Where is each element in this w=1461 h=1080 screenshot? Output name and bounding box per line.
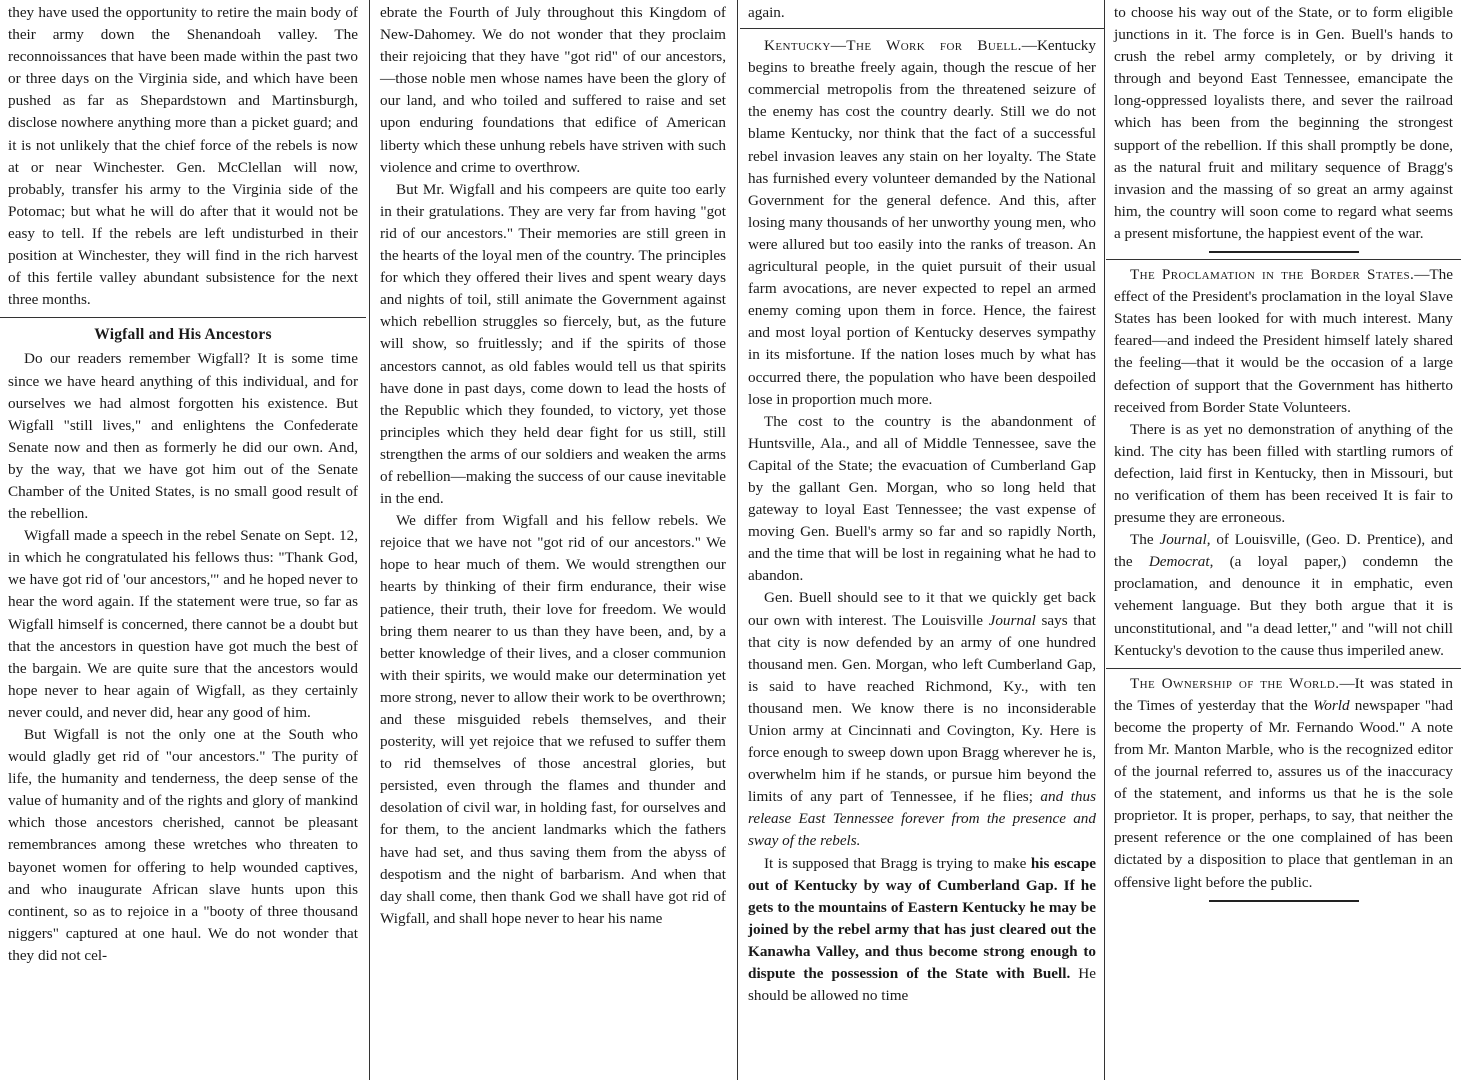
ownership-part-a: —It was stated in the Times of yesterday that the bbox=[1114, 674, 1453, 714]
wigfall-paragraph-5: But Mr. Wigfall and his compeers are quite too early in their gratulations. They are very far from having "got rid of our ancestors." Their memories are still green in the hearts of the loyal men of the country. The principles for which they offered their lives and spent weary days and nights of toil, still animate the Government against which rebellion struggles so fiercely, but, as the future will show, so fruitlessly; and if the spirits of those ancestors cannot, as old fables would tell us that spirits have done in past days, come down to lead the hosts of the Republic which they founded, to victory, yet those principles which they held dear fight for us still, still strengthen the arms of our soldiers and weaken the arms of rebellion—making the success of our cause inevitable in the end. bbox=[380, 180, 726, 508]
kentucky-paragraph-3 bbox=[748, 587, 1096, 852]
column-rule bbox=[369, 0, 370, 1080]
column-2 bbox=[372, 0, 734, 1080]
kentucky-paragraph-4 bbox=[748, 853, 1096, 1008]
proclamation-paragraph-2: There is as yet no demonstration of anything of the kind. The city has been filled with startling rumors of defection, laid first in Kentucky, then in Missouri, but no verification of them has been received It is fair to presume they are erroneous. bbox=[1114, 420, 1453, 527]
kentucky-paragraph-1 bbox=[748, 35, 1096, 411]
proclamation-paragraph-1-body: —The effect of the President's proclamation in the loyal Slave States has been looked for with much interest. Many feared—and indeed the President himself lately shared the feeling—that it would be the occasion of a large defection of support that the Government has hitherto received from Border State Volunteers. bbox=[1114, 266, 1453, 416]
wigfall-paragraph-6: We differ from Wigfall and his fellow rebels. We rejoice that we have not "got rid of our ancestors." We hope to hear much of them. We would strengthen our hearts by thinking of their firm endurance, their wise patience, their truth, their love for freedom. We would bring them nearer to us than they have been, and, by a better knowledge of their lives, and a closer communion with their spirits, we would make our determination yet more strong, never to allow their work to be overthrown; and these misguided rebels themselves, and their posterity, will yet rejoice that we refused to suffer them to rid themselves of those ancestral glories, but persisted, even through the flames and thunder and desolation of civil war, in holding fast, for ourselves and for them, to the ancient landmarks which the fathers have had set, and thus saving them from the abyss of despotism and the night of barbarism. And when that day shall come, then thank God we shall have got rid of Wigfall, and shall hope never to hear his name bbox=[380, 512, 726, 927]
column-rule bbox=[1104, 0, 1105, 1080]
ownership-lead-title: The Ownership of the World. bbox=[1130, 674, 1340, 692]
proclamation-p3-c: , (a loyal paper,) condemn the proclamation, and denounce it in emphatic, even vehement language. But they both argue that it is unconstitutional, and "a dead letter," and "will not chill Kentucky's devotion to the cause thus imperiled anew. bbox=[1114, 553, 1453, 659]
kentucky-paragraph-1-body: —Kentucky begins to breathe freely again, though the rescue of her commercial metropolis from the threatened seizure of the enemy has cost the country dearly. Still we do not blame Kentucky, nor think that the fact of a successful rebel invasion leaves any stain on her loyalty. The State has furnished every volunteer demanded by the National Government for the general defence. And this, after losing many thousands of her unworthy young men, who were allured but too easily into the ranks of treason. An agricultural people, in the quiet pursuit of their usual farm avocations, are never expected to repel an armed enemy coming upon them in force. Hence, the fairest and most loyal portion of Kentucky deserves sympathy in its misfortune. If the nation loses much by what has occurred there, the population who have been despoiled lose in proportion much more. bbox=[748, 37, 1096, 408]
world-title: World bbox=[1312, 696, 1350, 714]
kentucky-lead-title: Kentucky—The Work for Buell. bbox=[764, 37, 1022, 55]
section-divider bbox=[1106, 668, 1461, 669]
kentucky-paragraph-2: The cost to the country is the abandonment of Huntsville, Ala., and all of Middle Tennessee, save the Capital of the State; the evacuation of Cumberland Gap by the gallant Gen. Morgan, who so long held that gateway to loyal East Tennessee; the vast expense of moving Gen. Buell's army so far and so rapidly North, and the time that will be lost in regaining what he had to abandon. bbox=[748, 412, 1096, 585]
column-rule bbox=[737, 0, 738, 1080]
journal-title: Journal bbox=[1159, 531, 1207, 549]
short-rule bbox=[1209, 251, 1359, 253]
ownership-part-b: newspaper "had become the property of Mr. Fernando Wood." A note from Mr. Manton Marble, who is the recognized editor of the journal referred to, assures us of the inaccuracy of the statement, and informs us that he is the sole proprietor. It is proper, perhaps, to say, that neither the present reference or the one complained of has been dictated by a disposition to place that gentleman in an offensive light before the public. bbox=[1114, 696, 1453, 891]
article-mcclellan-tail: they have used the opportunity to retire the main body of their army down the Shenandoah valley. The reconnoissances that have been made within the past two or three days on the Virginia side, and which have been pushed as far as Shepardstown and Martinsburgh, disclose nowhere anything more than a picket guard; and it is not unlikely that the chief force of the rebels is now at or near Winchester. Gen. McClellan will now, probably, transfer his army to the Virginia side of the Potomac; but what he will do after that it would not be easy to tell. If the rebels are left undisturbed in their position at Winchester, they will find in the rich harvest of this fertile valley abundant subsistence for the next three months. bbox=[8, 4, 358, 309]
ownership-paragraph bbox=[1114, 673, 1453, 894]
section-divider bbox=[740, 28, 1104, 29]
proclamation-paragraph-1 bbox=[1114, 264, 1453, 419]
kentucky-p3-part-a: Gen. Buell should see to it that we quickly get back our own with interest. The Louisville bbox=[748, 589, 1096, 629]
journal-title: Journal bbox=[988, 611, 1036, 629]
kentucky-p3-part-b: says that that city is now defended by an army of one hundred thousand men. Gen. Morgan, who left Cumberland Gap, is said to have reached Richmond, Ky., with ten thousand men. We know there is no inconsiderable Union army at Cincinnati and Covington, Ky. Here is force enough to sweep down upon Bragg wherever he is, overwhelm him if he stands, or pursue him beyond the limits of any part of Tennessee, if he flies; bbox=[748, 611, 1097, 806]
proclamation-p3-b: , of Louisville, (Geo. D. Prentice), and the bbox=[1114, 531, 1453, 571]
proclamation-lead-title: The Proclamation in the Border States. bbox=[1130, 266, 1415, 284]
democrat-title: Democrat bbox=[1148, 553, 1210, 571]
section-divider bbox=[1106, 259, 1461, 260]
kentucky-continued: to choose his way out of the State, or to form eligible junctions in it. The force is in Gen. Buell's hands to crush the rebel army completely, or by driving it through and beyond East Tennessee, emancipate the long-oppressed loyalists there, and sever the railroad which has been from the beginning the strongest support of the rebellion. If this shall promptly be done, as the natural fruit and military sequence of Bragg's invasion and the massing of so great an army against him, the country will soon come to regard what seems a present misfortune, the happiest event of the war. bbox=[1114, 4, 1453, 242]
wigfall-closing: again. bbox=[748, 4, 785, 21]
wigfall-paragraph-2: Wigfall made a speech in the rebel Senate on Sept. 12, in which he congratulated his fellows thus: "Thank God, we have got rid of 'our ancestors,'" and he hoped never to hear the word again. If the statement were true, so far as Wigfall himself is concerned, there cannot be a doubt but that the ancestors in question have got much the best of the bargain. We are quite sure that the ancestors would hope never to hear again of Wigfall, as they certainly never could, and never did, hear any good of him. bbox=[8, 527, 358, 721]
kentucky-p4-bold: his escape out of Kentucky by way of Cumberland Gap. If he gets to the mountains of Eastern Kentucky he may be joined by the rebel army that has just cleared out the Kanawha Valley, and thus become strong enough to dispute the possession of the State with Buell. bbox=[748, 854, 1097, 983]
column-1 bbox=[0, 0, 366, 1080]
short-rule bbox=[1209, 900, 1359, 902]
wigfall-paragraph-4: ebrate the Fourth of July throughout this Kingdom of New-Dahomey. We do not wonder that they proclaim their rejoicing that they have "got rid" of our ancestors,—those noble men whose names have been the glory of our land, and who toiled and suffered to raise and set upon enduring foundations that edifice of American liberty which these unhung rebels have striven with such violence and crime to overthrow. bbox=[380, 4, 726, 176]
kentucky-p3-italic: and thus release East Tennessee forever from the presence and sway of the rebels. bbox=[748, 788, 1096, 850]
wigfall-paragraph-1: Do our readers remember Wigfall? It is some time since we have heard anything of this individual, and for ourselves we had almost forgotten his existence. But Wigfall "still lives," and enlightens the Confederate Senate now and then as formerly he did our own. And, by the way, that we have got him out of the Senate Chamber of the United States, is no small good result of the rebellion. bbox=[8, 350, 358, 523]
column-4 bbox=[1106, 0, 1461, 1080]
kentucky-p4-part-a: It is supposed that Bragg is trying to make bbox=[764, 854, 1031, 872]
article-heading-wigfall: Wigfall and His Ancestors bbox=[94, 326, 272, 344]
proclamation-paragraph-3 bbox=[1114, 529, 1453, 662]
section-divider bbox=[0, 317, 366, 318]
column-3 bbox=[740, 0, 1104, 1080]
wigfall-paragraph-3: But Wigfall is not the only one at the South who would gladly get rid of "our ancestors." The purity of life, the humanity and tenderness, the deep sense of the value of humanity and of the rights and glory of mankind which those ancestors cherished, cannot be pleasant remembrances among these wretches who threaten to bayonet women for offering to help wounded captives, and who inaugurate African slave hunts upon this continent, so as to rejoice in a "booty of three thousand niggers" captured at one haul. We do not wonder that they did not cel- bbox=[8, 726, 358, 964]
kentucky-p4-part-b: He should be allowed no time bbox=[748, 965, 1096, 1005]
proclamation-p3-a: The bbox=[1130, 531, 1160, 549]
